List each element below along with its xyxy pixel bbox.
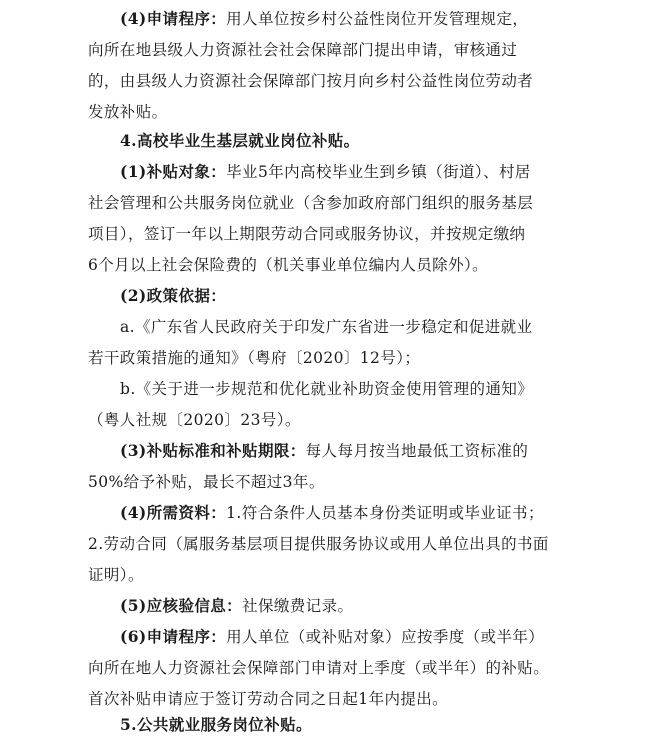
item-label: (2)政策依据： xyxy=(120,286,227,305)
item-label: (3)补贴标准和补贴期限： xyxy=(120,441,306,460)
paragraph-line xyxy=(120,502,620,524)
paragraph-line xyxy=(120,626,620,648)
item-label: (4)申请程序： xyxy=(120,9,227,28)
paragraph-line xyxy=(120,440,620,462)
paragraph-line: b.《关于进一步规范和优化就业补助资金使用管理的通知》 xyxy=(120,380,534,398)
paragraph-line: 若干政策措施的通知》（粤府〔2020〕12号）； xyxy=(88,349,421,367)
paragraph-line: 社会管理和公共服务岗位就业（含参加政府部门组织的服务基层 xyxy=(88,194,534,212)
paragraph-line: 的，由县级人力资源社会保障部门按月向乡村公益性岗位劳动者 xyxy=(88,72,534,90)
paragraph-line xyxy=(120,595,620,617)
paragraph-line: 发放补贴。 xyxy=(88,103,168,121)
item-text: 用人单位按乡村公益性岗位开发管理规定， xyxy=(226,10,529,28)
paragraph-line: 6个月以上社会保险费的（机关事业单位编内人员除外）。 xyxy=(88,256,489,274)
paragraph-line: 50%给予补贴，最长不超过3年。 xyxy=(88,473,325,491)
item-label: (6)申请程序： xyxy=(120,627,227,646)
paragraph-line: 2.劳动合同（属服务基层项目提供服务协议或用人单位出具的书面 xyxy=(88,535,549,553)
paragraph-line: 向所在地人力资源社会保障部门申请对上季度（或半年）的补贴。 xyxy=(88,659,550,677)
paragraph-line xyxy=(120,8,620,30)
item-text: 用人单位（或补贴对象）应按季度（或半年） xyxy=(226,628,545,646)
paragraph-line: 向所在地县级人力资源社会社会保障部门提出申请，审核通过 xyxy=(88,41,518,59)
paragraph-line: a.《广东省人民政府关于印发广东省进一步稳定和促进就业 xyxy=(120,318,533,336)
item-label: (4)所需资料： xyxy=(120,503,227,522)
paragraph-line xyxy=(120,285,620,307)
paragraph-line: 项目），签订一年以上期限劳动合同或服务协议，并按规定缴纳 xyxy=(88,225,526,243)
item-label: (5)应核验信息： xyxy=(120,596,243,615)
item-text: 社保缴费记录。 xyxy=(242,597,354,615)
paragraph-line: 首次补贴申请应于签订劳动合同之日起1年内提出。 xyxy=(88,690,449,708)
item-text: 1.符合条件人员基本身份类证明或毕业证书； xyxy=(226,504,544,522)
section-heading: 4.高校毕业生基层就业岗位补贴。 xyxy=(120,131,360,150)
item-label: (1)补贴对象： xyxy=(120,162,227,181)
section-heading: 5.公共就业服务岗位补贴。 xyxy=(120,715,312,734)
item-text: 毕业5年内高校毕业生到乡镇（街道）、村居 xyxy=(226,163,531,181)
paragraph-line: 证明）。 xyxy=(88,566,144,584)
paragraph-line: （粤人社规〔2020〕23号）。 xyxy=(88,411,301,429)
paragraph-line xyxy=(120,161,620,183)
item-text: 每人每月按当地最低工资标准的 xyxy=(305,442,529,460)
